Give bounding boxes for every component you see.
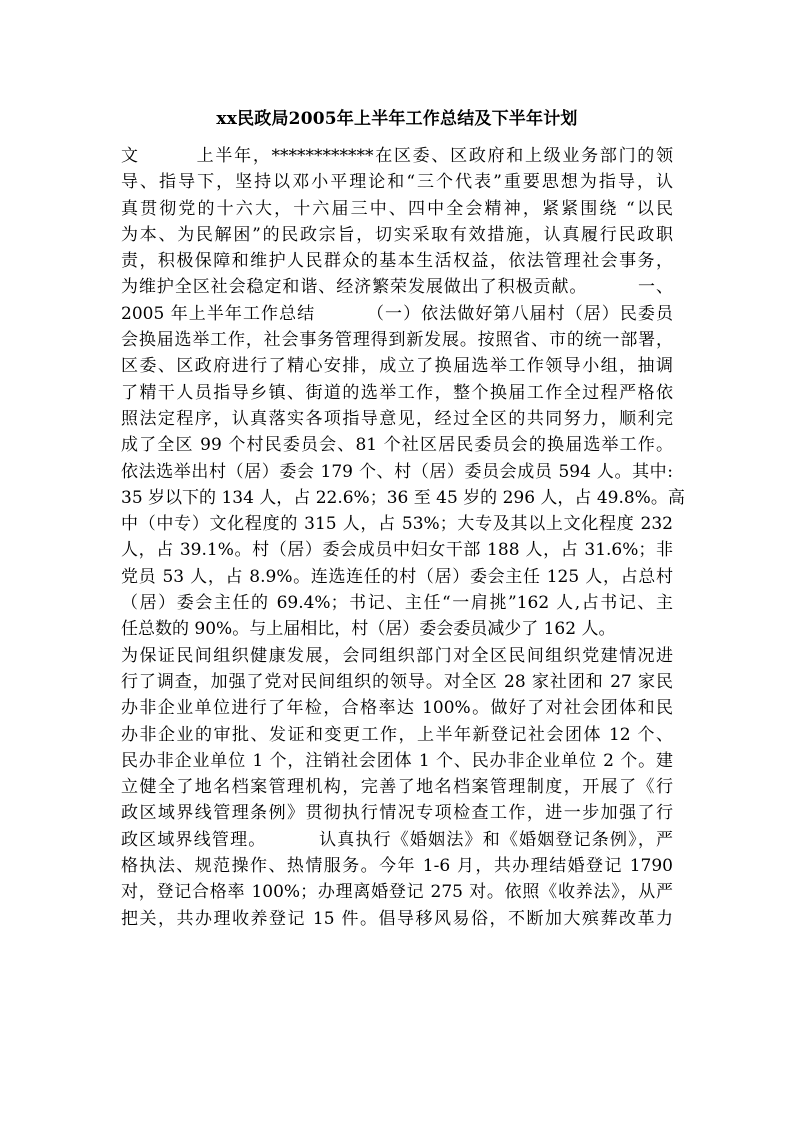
body-line: 2005 年上半年工作总结 （一）依法做好第八届村（居）民委员: [121, 303, 673, 324]
body-line: 责，积极保障和维护人民群众的基本生活权益，依法管理社会事务，: [121, 251, 673, 272]
body-line: 成了全区 99 个村民委员会、81 个社区居民委员会的换届选举工作。: [121, 435, 673, 456]
body-line: 35 岁以下的 134 人，占 22.6%；36 至 45 岁的 296 人，占 49.8%。高: [121, 487, 685, 508]
body-line: 了精干人员指导乡镇、街道的选举工作，整个换届工作全过程严格依: [121, 382, 673, 403]
body-line: 为保证民间组织健康发展，会同组织部门对全区民间组织党建情况进: [121, 645, 673, 666]
body-line: 对，登记合格率 100%；办理离婚登记 275 对。依照《收养法》，从严: [121, 882, 673, 903]
body-line: 会换届选举工作，社会事务管理得到新发展。按照省、市的统一部署，: [121, 330, 673, 351]
body-line: 照法定程序，认真落实各项指导意见，经过全区的共同努力，顺利完: [121, 408, 673, 429]
document-title: xx民政局2005年上半年工作总结及下半年计划: [216, 109, 578, 129]
body-line: 导、指导下，坚持以邓小平理论和“三个代表”重要思想为指导，认: [121, 172, 673, 193]
body-line: 把关，共办理收养登记 15 件。倡导移风易俗，不断加大殡葬改革力: [121, 908, 673, 929]
body-line: 文 上半年，************在区委、区政府和上级业务部门的领: [121, 146, 673, 166]
body-line: 人，占 39.1%。村（居）委会成员中妇女干部 188 人，占 31.6%；非: [121, 540, 673, 561]
body-line: 办非企业单位进行了年检，合格率达 100%。做好了对社会团体和民: [121, 698, 673, 719]
body-line: 政区域界线管理条例》贯彻执行情况专项检查工作，进一步加强了行: [121, 803, 673, 824]
body-line: 为本、为民解困”的民政宗旨，切实采取有效措施，认真履行民政职: [121, 224, 673, 245]
body-line: 立健全了地名档案管理机构，完善了地名档案管理制度，开展了《行: [121, 777, 673, 798]
body-line: 行了调查，加强了党对民间组织的领导。对全区 28 家社团和 27 家民: [121, 671, 673, 692]
document-body: [121, 143, 685, 932]
body-line: 依法选举出村（居）委会 179 个、村（居）委员会成员 594 人。其中:: [121, 461, 673, 482]
body-line: 格执法、规范操作、热情服务。今年 1-6 月，共办理结婚登记 1790: [121, 856, 673, 877]
body-line: 为维护全区社会稳定和谐、经济繁荣发展做出了积极贡献。 一、: [121, 277, 673, 298]
body-line: 政区域界线管理。 认真执行《婚姻法》和《婚姻登记条例》，严: [121, 829, 673, 850]
body-line: 党员 53 人，占 8.9%。连选连任的村（居）委会主任 125 人，占总村: [121, 566, 673, 587]
body-line: 办非企业的审批、发证和变更工作，上半年新登记社会团体 12 个、: [121, 724, 673, 745]
body-line: 任总数的 90%。与上届相比，村（居）委会委员减少了 162 人。: [121, 619, 616, 640]
body-line: 中（中专）文化程度的 315 人，占 53%；大专及其以上文化程度 232: [121, 514, 673, 535]
body-line: （居）委会主任的 69.4%；书记、主任“一肩挑”162 人,占书记、主: [121, 593, 673, 614]
body-line: 区委、区政府进行了精心安排，成立了换届选举工作领导小组，抽调: [121, 356, 673, 377]
body-line: 真贯彻党的十六大，十六届三中、四中全会精神，紧紧围绕 “以民: [121, 198, 673, 219]
body-line: 民办非企业单位 1 个，注销社会团体 1 个、民办非企业单位 2 个。建: [121, 750, 673, 771]
